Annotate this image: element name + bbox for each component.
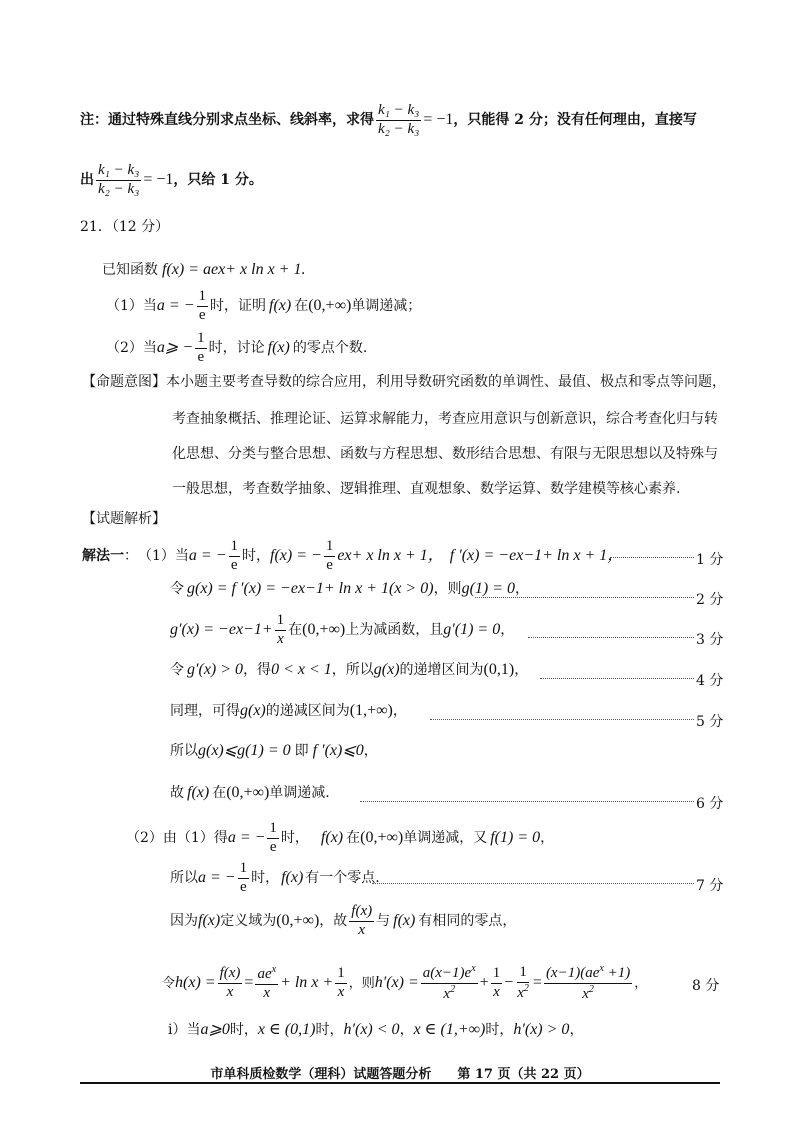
k-ratio-fraction: $\frac{\text{k₁ − k₃}}{\text{k₂ − k₃}}$ bbox=[378, 101, 420, 137]
score-3: 3 分 bbox=[696, 632, 724, 648]
footer-rule bbox=[80, 1082, 720, 1084]
problem-part-1: （1）当 a = − $\frac{1}{e}$ 时，证明 f(x) 在 (0,+∞) 单调递减； bbox=[106, 287, 422, 323]
score-8: 8 分 bbox=[692, 978, 720, 994]
score-5: 5 分 bbox=[696, 714, 724, 730]
intent-label: 【命题意图】 bbox=[82, 374, 166, 390]
solution-step-3: g′(x) = −e x−1 + $\frac{1}{x}$ 在 (0,+∞) 上为减函数，且 g′(1) = 0 ， bbox=[170, 611, 515, 647]
page-footer: 市单科质检数学（理科）试题答题分析 第 17 页（共 22 页） bbox=[210, 1067, 590, 1082]
note-text: 通过特殊直线分别求点坐标、线斜率，求得 bbox=[108, 112, 374, 128]
score-7: 7 分 bbox=[696, 878, 724, 894]
intent-line-3: 化思想、分类与整合思想、函数与方程思想、数形结合思想、有限与无限思想以及特殊与 bbox=[172, 446, 718, 462]
problem-part-2: （2）当 a⩾ − $\frac{1}{e}$ 时，讨论 f(x) 的零点个数. bbox=[106, 329, 368, 365]
score-1: 1 分 bbox=[696, 552, 724, 568]
note-text-2: ，只能得 2 分；没有任何理由，直接写 bbox=[453, 112, 697, 128]
dotted-leader bbox=[475, 597, 694, 598]
dotted-leader bbox=[528, 637, 694, 638]
dotted-leader bbox=[610, 557, 694, 558]
score-4: 4 分 bbox=[696, 673, 724, 689]
intent-line-1: 【命题意图】 本小题主要考查导数的综合应用，利用导数研究函数的单调性、最值、极点和零点等问题， bbox=[82, 374, 726, 390]
dotted-leader bbox=[430, 719, 694, 720]
score-2: 2 分 bbox=[696, 592, 724, 608]
solution-step-5: 同理，可得 g(x) 的递减区间为 (1,+∞) ， bbox=[170, 702, 407, 719]
solution-step-11: 令 h(x) = $\frac{f(x)}{x}$ = $\frac{ae^x}{x}$ + ln x + $\frac{1}{x}$ ，则 h′(x) = $\frac{a(x-1)e^x}{x^2}$ + $\frac{1}{x}$ − $\frac{1}{x^2}$ = $\frac{(x-1)(ae^x +1)}{x^2}$ ， bbox=[162, 962, 648, 1002]
solution-step-6: 所以 g(x)⩽g(1) = 0 即 f ′(x)⩽0 ， bbox=[170, 742, 378, 759]
solution-step-2: 令 g(x) = f ′(x) = −e x−1 + ln x + 1(x > 0) ，则 g(1) = 0 ， bbox=[170, 580, 530, 597]
dotted-leader bbox=[540, 678, 694, 679]
intent-line-4: 一般思想，考查数学抽象、逻辑推理、直观想象、数学运算、数学建模等核心素养. bbox=[172, 481, 681, 497]
note-label: 注： bbox=[80, 112, 108, 128]
analysis-label: 【试题解析】 bbox=[82, 511, 166, 527]
solution-step-4: 令 g′(x) > 0 ，得 0 < x < 1 ，所以 g(x) 的递增区间为 (0,1) ， bbox=[170, 661, 529, 678]
dotted-leader bbox=[360, 801, 694, 802]
solution-step-9: 所以 a = − $\frac{1}{e}$ 时， f(x) 有一个零点. bbox=[170, 859, 380, 895]
dotted-leader bbox=[372, 883, 694, 884]
note-line-1: 注： 通过特殊直线分别求点坐标、线斜率，求得 $\frac{\text{k₁ − k₃}}{\text{k₂ − k₃}}$ = −1 ，只能得 2 分；没有任何理由，直接写 bbox=[80, 101, 697, 137]
solution-step-7: 故 f(x) 在 (0,+∞) 单调递减. bbox=[170, 784, 330, 801]
problem-number: 21．（12 分） bbox=[80, 219, 170, 235]
intent-line-2: 考查抽象概括、推理论证、运算求解能力，考查应用意识与创新意识，综合考查化归与转 bbox=[172, 411, 718, 427]
k-ratio-fraction-2: $\frac{\text{k₁ − k₃}}{\text{k₂ − k₃}}$ bbox=[98, 161, 140, 197]
method-label: 解法一 bbox=[82, 548, 124, 564]
solution-step-12: i）当 a⩾0 时， x ∈ (0,1) 时， h′(x) < 0 ， x ∈ (1,+∞) 时， h′(x) > 0 ， bbox=[168, 1021, 584, 1038]
score-6: 6 分 bbox=[696, 796, 724, 812]
problem-stem: 已知函数 f(x) = ae x + x ln x + 1. bbox=[102, 261, 306, 278]
solution-step-1: 解法一 ： （1）当 a = − $\frac{1}{e}$ 时， f(x) = − $\frac{1}{e}$ e x + x ln x + 1， f ′(x) = −e x−1 + ln x + 1， bbox=[82, 537, 624, 573]
solution-step-10: 因为 f(x) 定义域为 (0,+∞) ，故 $\frac{f(x)}{x}$ 与 f(x) 有相同的零点， bbox=[170, 902, 517, 938]
note-line-2: 出 $\frac{\text{k₁ − k₃}}{\text{k₂ − k₃}}$ = −1 ，只给 1 分。 bbox=[80, 161, 263, 197]
solution-step-8: （2）由（1）得 a = − $\frac{1}{e}$ 时， f(x) 在 (0,+∞) 单调递减，又 f(1) = 0 ， bbox=[126, 819, 555, 855]
